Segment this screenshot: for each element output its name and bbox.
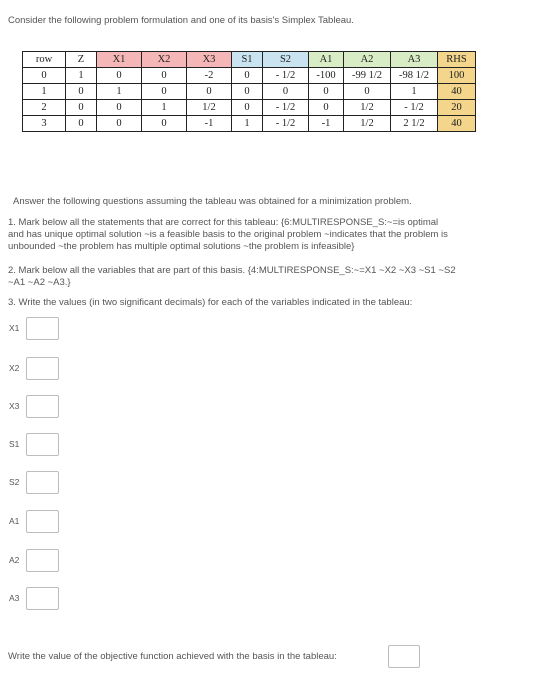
- question-1-line-3: unbounded ~the problem has multiple optimal solutions ~the problem is infeasible}: [8, 241, 355, 252]
- cell: - 1/2: [263, 100, 309, 116]
- tableau-row-1: [23, 84, 476, 100]
- cell: 0: [66, 116, 97, 132]
- header-x2: X2: [142, 52, 187, 68]
- header-x1: X1: [97, 52, 142, 68]
- x3-input[interactable]: [26, 395, 59, 418]
- header-rhs: RHS: [438, 52, 476, 68]
- cell: 1/2: [187, 100, 232, 116]
- rhs-cell: 40: [438, 84, 476, 100]
- variable-label-s1: S1: [9, 439, 20, 449]
- cell: 2: [23, 100, 66, 116]
- cell: 0: [232, 100, 263, 116]
- cell: 1: [391, 84, 438, 100]
- rhs-cell: 20: [438, 100, 476, 116]
- cell: 0: [142, 68, 187, 84]
- variable-label-s2: S2: [9, 477, 20, 487]
- s2-input[interactable]: [26, 471, 59, 494]
- cell: 3: [23, 116, 66, 132]
- cell: 0: [232, 84, 263, 100]
- cell: 0: [142, 116, 187, 132]
- cell: 0: [97, 116, 142, 132]
- cell: 1/2: [344, 116, 391, 132]
- cell: - 1/2: [391, 100, 438, 116]
- question-1-line-1: 1. Mark below all the statements that are correct for this tableau: {6:MULTIRESPONSE_S:~=is optimal: [8, 217, 439, 228]
- a1-input[interactable]: [26, 510, 59, 533]
- question-3-text: 3. Write the values (in two significant decimals) for each of the variables indicated in the tableau:: [8, 297, 413, 308]
- variable-label-x3: X3: [9, 401, 20, 411]
- instructions-text: Answer the following questions assuming the tableau was obtained for a minimization problem.: [13, 196, 412, 207]
- tableau-row-0: [23, 68, 476, 84]
- a2-input[interactable]: [26, 549, 59, 572]
- header-a2: A2: [344, 52, 391, 68]
- cell: 1/2: [344, 100, 391, 116]
- header-a1: A1: [309, 52, 344, 68]
- rhs-cell: 40: [438, 116, 476, 132]
- cell: 2 1/2: [391, 116, 438, 132]
- objective-prompt: Write the value of the objective function achieved with the basis in the tableau:: [8, 651, 337, 662]
- header-row: row: [23, 52, 66, 68]
- cell: -100: [309, 68, 344, 84]
- cell: 0: [187, 84, 232, 100]
- cell: -99 1/2: [344, 68, 391, 84]
- cell: -1: [309, 116, 344, 132]
- cell: 0: [23, 68, 66, 84]
- cell: -2: [187, 68, 232, 84]
- cell: 1: [232, 116, 263, 132]
- objective-value-input[interactable]: [388, 645, 420, 668]
- tableau-row-2: [23, 100, 476, 116]
- header-a3: A3: [391, 52, 438, 68]
- cell: 0: [97, 100, 142, 116]
- a3-input[interactable]: [26, 587, 59, 610]
- variable-label-a3: A3: [9, 593, 20, 603]
- x2-input[interactable]: [26, 357, 59, 380]
- tableau-header-row: [23, 52, 476, 68]
- cell: 1: [142, 100, 187, 116]
- cell: 0: [309, 100, 344, 116]
- x1-input[interactable]: [26, 317, 59, 340]
- cell: -98 1/2: [391, 68, 438, 84]
- header-x3: X3: [187, 52, 232, 68]
- cell: 1: [66, 68, 97, 84]
- cell: - 1/2: [263, 116, 309, 132]
- cell: 0: [66, 84, 97, 100]
- cell: 1: [23, 84, 66, 100]
- variable-label-a2: A2: [9, 555, 20, 565]
- header-z: Z: [66, 52, 97, 68]
- question-1-line-2: and has unique optimal solution ~is a feasible basis to the original problem ~indicates that the problem is: [8, 229, 448, 240]
- cell: 0: [232, 68, 263, 84]
- cell: - 1/2: [263, 68, 309, 84]
- simplex-tableau: [22, 51, 476, 132]
- s1-input[interactable]: [26, 433, 59, 456]
- intro-text: Consider the following problem formulation and one of its basis's Simplex Tableau.: [8, 15, 354, 26]
- header-s1: S1: [232, 52, 263, 68]
- variable-label-x2: X2: [9, 363, 20, 373]
- variable-label-a1: A1: [9, 516, 20, 526]
- variable-label-x1: X1: [9, 323, 20, 333]
- header-s2: S2: [263, 52, 309, 68]
- cell: 0: [66, 100, 97, 116]
- cell: 1: [97, 84, 142, 100]
- cell: 0: [344, 84, 391, 100]
- cell: 0: [309, 84, 344, 100]
- cell: 0: [97, 68, 142, 84]
- cell: 0: [142, 84, 187, 100]
- tableau-row-3: [23, 116, 476, 132]
- rhs-cell: 100: [438, 68, 476, 84]
- cell: 0: [263, 84, 309, 100]
- cell: -1: [187, 116, 232, 132]
- question-2-line-2: ~A1 ~A2 ~A3.}: [8, 277, 71, 288]
- question-2-line-1: 2. Mark below all the variables that are part of this basis. {4:MULTIRESPONSE_S:~=X1 ~X2 ~X3 ~S1 ~S2: [8, 265, 456, 276]
